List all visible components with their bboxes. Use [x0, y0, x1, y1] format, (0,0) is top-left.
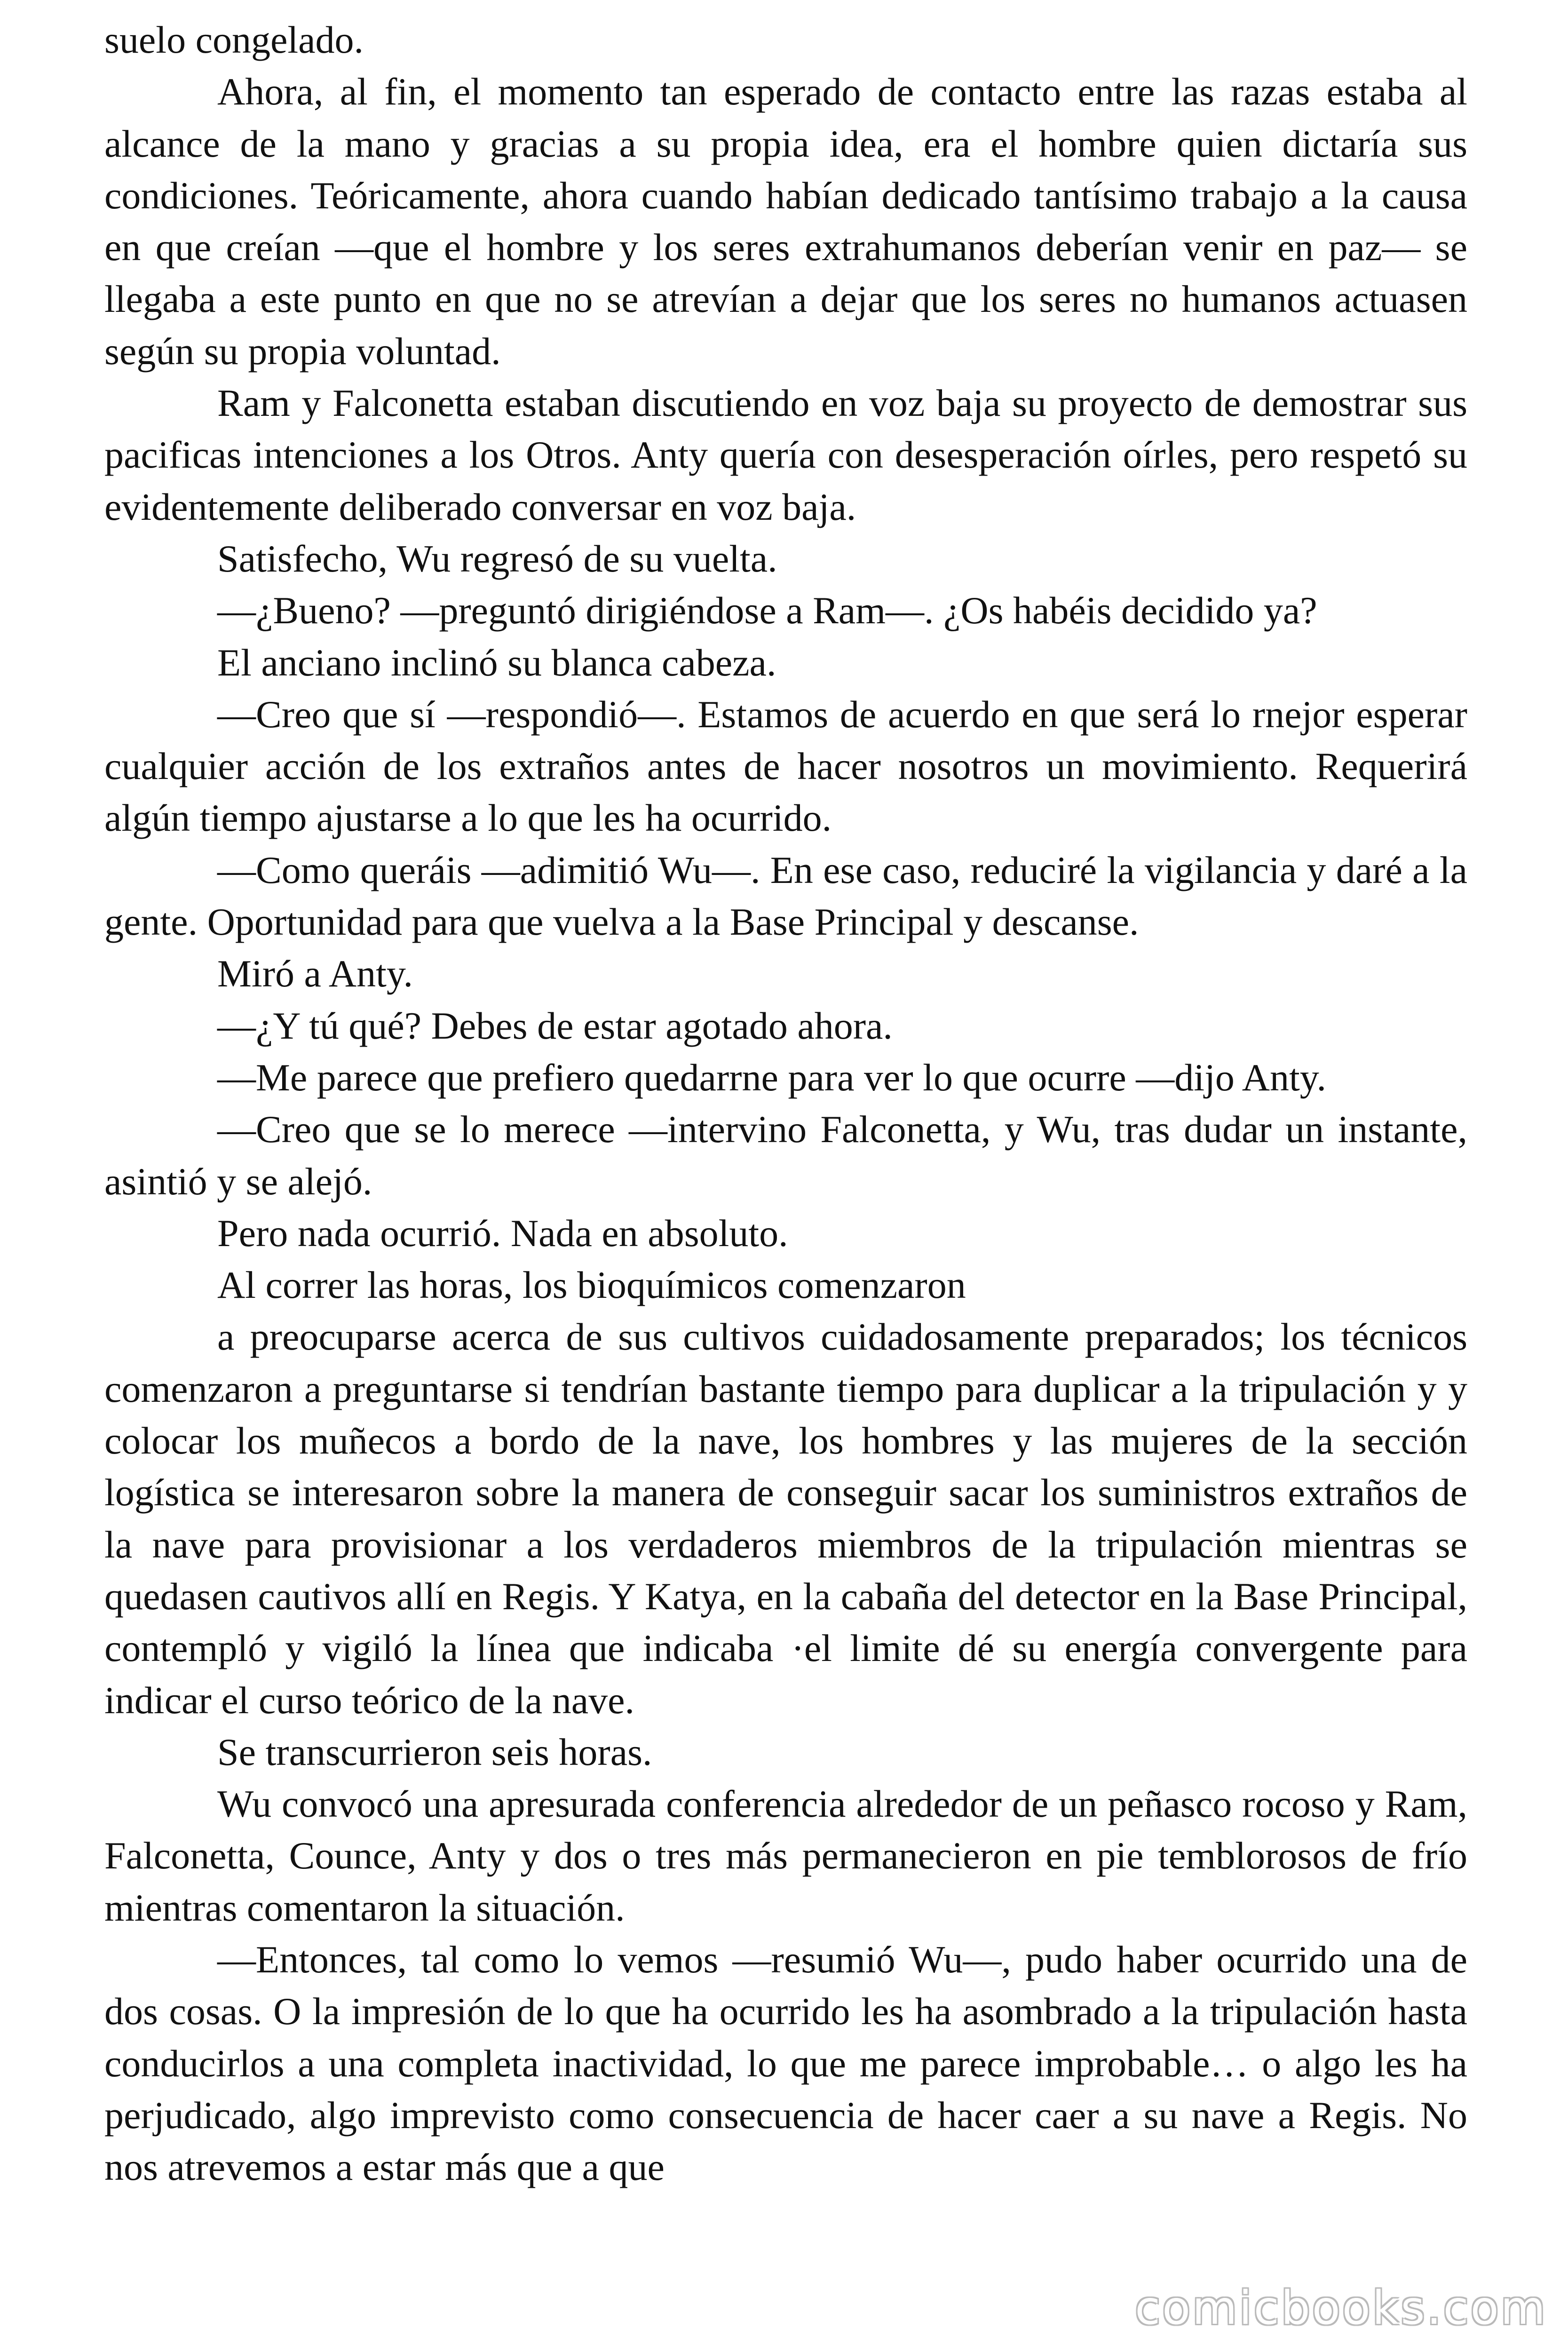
paragraph-3: Ram y Falconetta estaban discutiendo en voz baja su proyecto de demostrar sus pacificas intenciones a los Otros. Anty quería con desesperación oírles, pero respetó su evidentemente deliberado conversar en voz baja. — [104, 381, 1467, 528]
paragraph-11: —Me parece que prefiero quedarrne para ver lo que ocurre —dijo Anty. — [217, 1056, 1326, 1099]
paragraph-6: El anciano inclinó su blanca cabeza. — [217, 641, 776, 684]
paragraph-7: —Creo que sí —respondió—. Estamos de acuerdo en que será lo rnejor esperar cualquier acción de los extraños antes de hacer nosotros un movimiento. Requerirá algún tiempo ajustarse a lo que les ha ocurrido. — [104, 692, 1467, 840]
paragraph-8: —Como queráis —adimitió Wu—. En ese caso, reduciré la vigilancia y daré a la gente. Oportunidad para que vuelva a la Base Principal y descanse. — [104, 848, 1467, 944]
paragraph-13: Pero nada ocurrió. Nada en absoluto. — [217, 1211, 788, 1255]
book-page-text — [104, 14, 1467, 2193]
paragraph-15: a preocuparse acerca de sus cultivos cuidadosamente preparados; los técnicos comenzaron a preguntarse si tendrían bastante tiempo para duplicar a la tripulación y y colocar los muñecos a bordo de la nave, los hombres y las mujeres de la sección logística se interesaron sobre la manera de conseguir sacar los suministros extraños de la nave para provisionar a los verdaderos miembros de la tripulación mientras se quedasen cautivos allí en Regis. Y Katya, en la cabaña del detector en la Base Principal, contempló y vigiló la línea que indicaba ·el limite dé su energía convergente para indicar el curso teórico de la nave. — [104, 1315, 1467, 1722]
paragraph-5: —¿Bueno? —preguntó dirigiéndose a Ram—. ¿Os habéis decidido ya? — [217, 589, 1317, 632]
paragraph-10: —¿Y tú qué? Debes de estar agotado ahora. — [217, 1004, 893, 1047]
paragraph-12: —Creo que se lo merece —intervino Falconetta, y Wu, tras dudar un instante, asintió y se alejó. — [104, 1108, 1467, 1203]
paragraph-1: suelo congelado. — [104, 18, 364, 61]
paragraph-14: Al correr las horas, los bioquímicos comenzaron — [217, 1263, 966, 1307]
paragraph-18: —Entonces, tal como lo vemos —resumió Wu—, pudo haber ocurrido una de dos cosas. O la impresión de lo que ha ocurrido les ha asombrado a la tripulación hasta conducirlos a una completa inactividad, lo que me parece improbable… o algo les ha perjudicado, algo imprevisto como consecuencia de hacer caer a su nave a Regis. No nos atrevemos a estar más que a que — [104, 1938, 1467, 2189]
paragraph-4: Satisfecho, Wu regresó de su vuelta. — [217, 537, 777, 580]
paragraph-9: Miró a Anty. — [217, 952, 413, 995]
paragraph-16: Se transcurrieron seis horas. — [217, 1730, 652, 1773]
paragraph-2: Ahora, al fin, el momento tan esperado de contacto entre las razas estaba al alcance de la mano y gracias a su propia idea, era el hombre quien dictaría sus condiciones. Teóricamente, ahora cuando habían dedicado tantísimo trabajo a la causa en que creían —que el hombre y los seres extrahumanos deberían venir en paz— se llegaba a este punto en que no se atrevían a dejar que los seres no humanos actuasen según su propia voluntad. — [104, 70, 1467, 373]
watermark-logo: comicbooks.com — [1135, 2281, 1547, 2335]
paragraph-17: Wu convocó una apresurada conferencia alrededor de un peñasco rocoso y Ram, Falconetta, Counce, Anty y dos o tres más permanecieron en pie temblorosos de frío mientras comentaron la situación. — [104, 1782, 1467, 1929]
